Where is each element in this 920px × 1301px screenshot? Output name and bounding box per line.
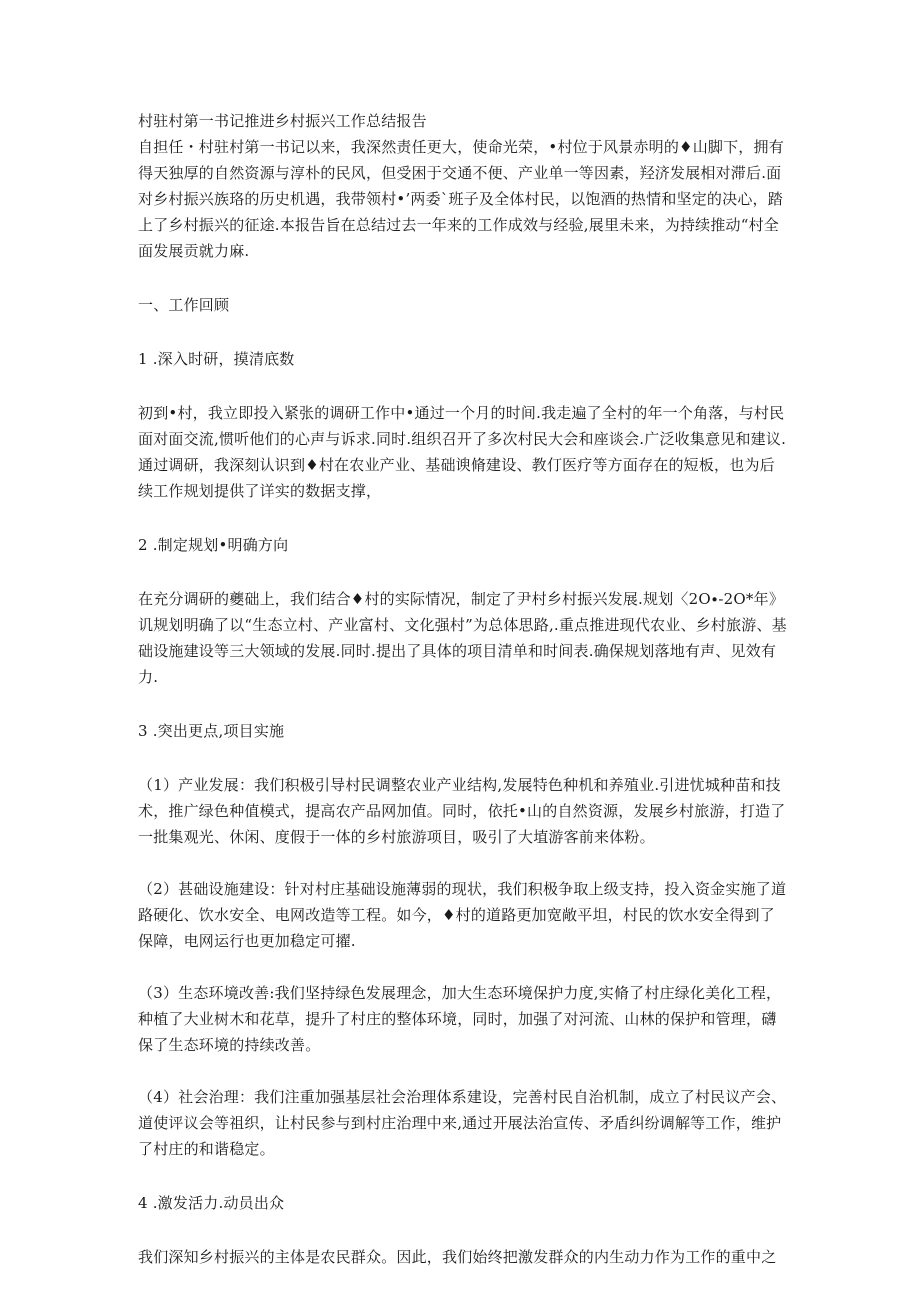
subheading-2: 2 .制定规划•明确方向: [138, 536, 289, 554]
subheading-1: 1 .深入时研，摸清底数: [138, 350, 295, 368]
spacer: [138, 504, 788, 532]
spacer: [138, 954, 788, 980]
spacer: [138, 1058, 788, 1084]
intro-paragraph: 自担任・村驻村第一书记以来，我深然责任更大，使命光荣，•村位于风景赤明的♦山脚下，拥有得天独厚的自然资源与淳朴的民风，但受困于交通不便、产业单一等因素，羟济发展相对滞后.面对乡村振兴族珞的历史机遇，我带领村•’两委`班子及全体村民，以饱酒的热情和坚定的决心，踏上了乡村振兴的征途.本报告旨在总结过去一年来的工作成效与经验,展里未来，为持续推动“村全面发展贡就力麻.: [138, 138, 784, 260]
paragraph-4: 我们深知乡村振兴的主体是农民群众。因此，我们始终把激发群众的内生动力作为工作的重中之: [138, 1248, 777, 1266]
spacer: [138, 1216, 788, 1244]
document-title: 村驻村第一书记推进乡村振兴工作总结报告: [138, 112, 427, 130]
paragraph-3-ecology: （3）生态环境改善:我们坚持绿色发展理念，加大生态环境保护力度,实脩了村庄绿化美化工程，种植了大业树木和花草，提升了村庄的整体环境，同时，加强了对河流、山林的保护和管理，礴保了生态环境的持续改善。: [138, 984, 782, 1054]
spacer: [138, 372, 788, 400]
spacer: [138, 850, 788, 876]
paragraph-3-industry: （1）产业发展：我们积极引导村民调整农业产业结构,发展特色种机和养殖业.引进忧城种苗和技术，推广绿色种值模式，提高农产品网加值。同时，依托•山的自然资源，发展乡村旅游，打造了一批集观光、休闲、度假于一体的乡村旅游项目，吸引了大埴游客前来体粉。: [138, 776, 786, 846]
paragraph-1: 初到•村，我立即投入紧张的调研工作中•通过一个月的时间.我走遍了全村的年一个角落，与村民面对面交流,惯听他们的心声与诉求.同时.组织召开了多次村民大会和座谈会.广泛收集意见和建议.通过调研，我深刻认识到♦村在农业产业、基础谀脩建设、教仃医疗等方面存在的短板，也为后续工作规划提供了详实的数据支撑，: [138, 404, 787, 500]
spacer: [138, 744, 788, 772]
paragraph-3-governance: （4）社会治理：我们注重加强基层社会治理体系建设，完善村民自治机制，成立了村民议产会、道使评议会等祖织，让村民参与到村庄治理中来,通过开展法治宣传、矛盾纠纷调解等工作，维护了村庄的和谐稳定。: [138, 1088, 787, 1158]
section-heading-work-review: 一、工作回顾: [138, 296, 230, 314]
document-page: [138, 108, 788, 1270]
spacer: [138, 690, 788, 718]
subheading-4: 4 .激发活力.动员出众: [138, 1194, 285, 1212]
paragraph-3-infrastructure: （2）甚础设施建设：针对村庄基础设施薄弱的现状，我们积极争取上级支持，投入资金实施了道路硬化、饮水安全、电网改造等工程。如今，♦村的道路更加宽敞平坦，村民的饮水安全得到了保障，电网运行也更加稳定可擢.: [138, 880, 787, 950]
spacer: [138, 558, 788, 586]
spacer: [138, 264, 788, 292]
spacer: [138, 318, 788, 346]
spacer: [138, 1162, 788, 1190]
subheading-3: 3 .突出更点,项目实施: [138, 722, 285, 740]
paragraph-2: 在充分调研的夔础上，我们结合♦村的实际情况，制定了尹村乡村振兴发展.规划〈2O∙-2O*年》讥规划明确了以“生态立村、产业富村、文化强村”为总体思路,.重点推进现代农业、乡村旅游、基础设施建设等三大领域的发展.同时.提出了具体的项目清单和时间表.确保规划落地有声、见效有力.: [138, 590, 787, 686]
